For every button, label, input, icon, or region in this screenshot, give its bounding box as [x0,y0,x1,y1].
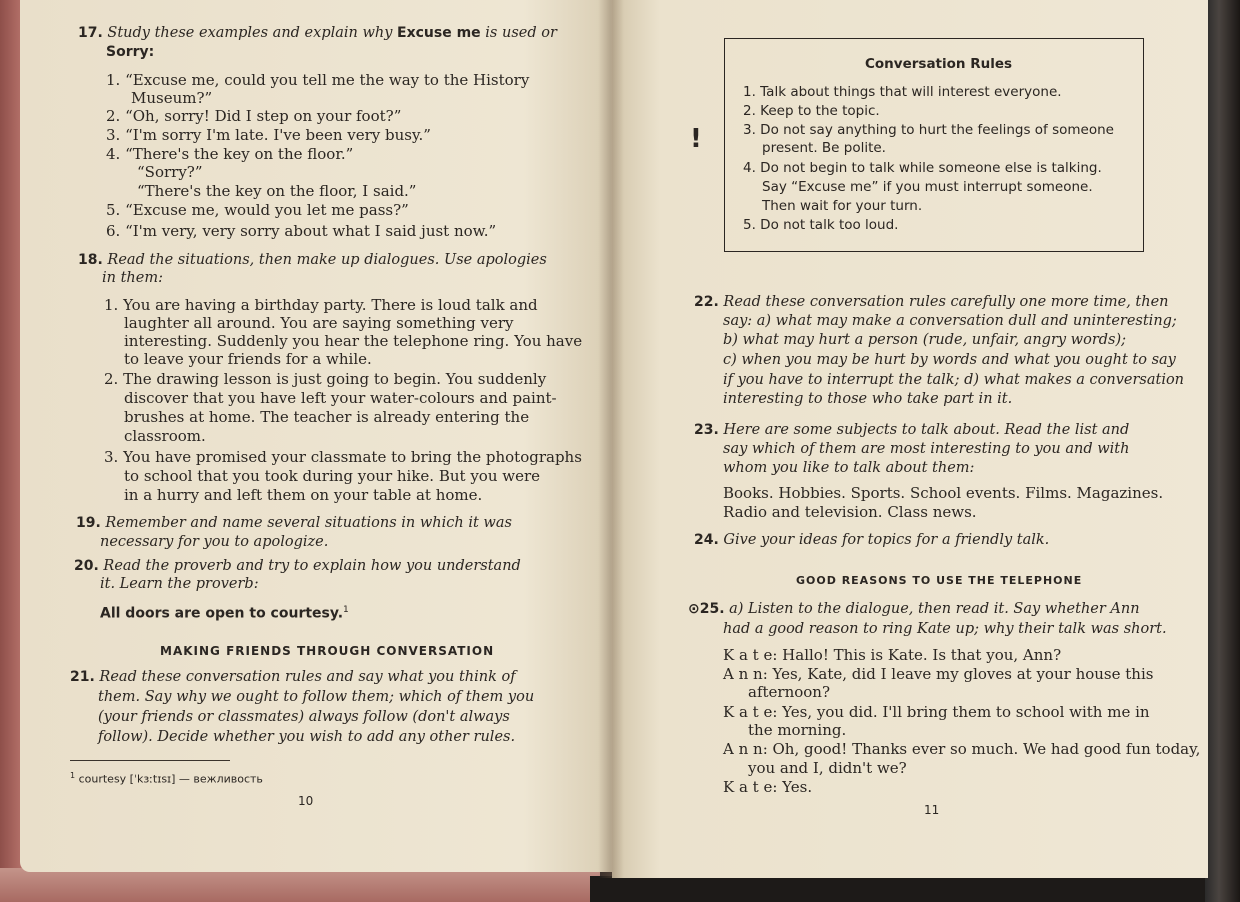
rule-line: 5. Do not talk too loud. [743,217,899,233]
exercise-19-instruction-cont: necessary for you to apologize. [100,534,329,550]
exercise-number: 17. [78,25,103,41]
footnote-mark: 1 [343,605,349,615]
example-line: 5. “Excuse me, would you let me pass?” [106,201,409,219]
exercise-22-line: c) when you may be hurt by words and what you ought to say [723,352,1176,368]
situation-line: classroom. [124,427,206,445]
situation-line: 3. You have promised your classmate to bring the photographs [104,448,582,466]
situation-line: brushes at home. The teacher is already entering the [124,408,530,426]
dialogue-line: the morning. [748,721,847,739]
dialogue-line: A n n: Oh, good! Thanks ever so much. We had good fun today, [723,740,1201,758]
section-heading: GOOD REASONS TO USE THE TELEPHONE [796,574,1083,587]
exercise-number: 22. [694,294,719,310]
dialogue-line: K a t e: Yes, you did. I'll bring them to school with me in [723,703,1150,721]
exercise-20-instruction-cont: it. Learn the proverb: [100,576,259,592]
situation-line: 2. The drawing lesson is just going to begin. You suddenly [104,370,547,388]
exercise-23-line: whom you like to talk about them: [723,460,975,476]
exercise-19-instruction: 19. Remember and name several situations in which it was [76,515,512,531]
example-line: “There's the key on the floor, I said.” [137,182,417,200]
exercise-20-instruction: 20. Read the proverb and try to explain how you understand [74,558,521,574]
exercise-number: 21. [70,669,95,685]
exercise-number: 20. [74,558,99,574]
footnote: $^1$ courtesy [ˈkɜːtɪsɪ] — вежливость [70,771,263,786]
exercise-25-instruction: ⊙25. a) Listen to the dialogue, then read it. Say whether Ann [688,601,1140,617]
book-right-edge [1205,0,1240,902]
exercise-22-line: if you have to interrupt the talk; d) what makes a conversation [723,372,1185,388]
exercise-22-line: b) what may hurt a person (rude, unfair, angry words); [723,332,1127,348]
rule-line: 4. Do not begin to talk while someone else is talking. [743,160,1102,176]
example-line: “Sorry?” [137,163,203,181]
example-line: 2. “Oh, sorry! Did I step on your foot?” [106,107,402,125]
exercise-22-line: say: a) what may make a conversation dull and uninteresting; [723,313,1177,329]
background-shadow [590,876,1240,902]
exercise-number: 24. [694,532,719,548]
rule-line: 3. Do not say anything to hurt the feelings of someone [743,122,1114,138]
situation-line: to leave your friends for a while. [124,350,372,368]
exercise-21-line: them. Say why we ought to follow them; which of them you [98,689,535,705]
exercise-23-instruction: 23. Here are some subjects to talk about. Read the list and [694,422,1130,438]
page-number: 11 [924,803,940,817]
exercise-18-instruction-cont: in them: [102,270,163,286]
exercise-number: 23. [694,422,719,438]
example-line: Museum?” [131,89,213,107]
rule-line: Say “Excuse me” if you must interrupt someone. [762,179,1093,195]
situation-line: 1. You are having a birthday party. There is loud talk and [104,296,538,314]
exercise-21-instruction: 21. Read these conversation rules and say what you think of [70,669,516,685]
exercise-21-line: (your friends or classmates) always follow (don't always [98,709,510,725]
topics-list: Books. Hobbies. Sports. School events. Films. Magazines. [723,484,1164,502]
example-line: 1. “Excuse me, could you tell me the way to the History [106,71,530,89]
exercise-number: 19. [76,515,101,531]
proverb: All doors are open to courtesy.$^1$ [100,605,349,622]
section-heading: MAKING FRIENDS THROUGH CONVERSATION [160,644,495,658]
example-line: 3. “I'm sorry I'm late. I've been very busy.” [106,126,431,144]
rules-box-title: Conversation Rules [865,56,1013,72]
topics-list: Radio and television. Class news. [723,503,977,521]
rule-line: present. Be polite. [762,140,886,156]
situation-line: interesting. Suddenly you hear the telephone ring. You have [124,332,583,350]
exclamation-mark: ! [690,124,702,154]
exercise-25-line: had a good reason to ring Kate up; why their talk was short. [723,621,1167,637]
exercise-17-instruction-cont: Sorry: [106,44,155,60]
exercise-24-instruction: 24. Give your ideas for topics for a friendly talk. [694,532,1050,548]
dialogue-line: K a t e: Yes. [723,778,813,796]
exercise-18-instruction: 18. Read the situations, then make up dialogues. Use apologies [78,252,547,268]
exercise-22-line: interesting to those who take part in it. [723,391,1013,407]
rule-line: 1. Talk about things that will interest everyone. [743,84,1062,100]
situation-line: laughter all around. You are saying something very [124,314,514,332]
footnote-divider [70,760,230,761]
exercise-22-instruction: 22. Read these conversation rules carefully one more time, then [694,294,1169,310]
exercise-number: 18. [78,252,103,268]
dialogue-line: afternoon? [748,683,830,701]
example-line: 6. “I'm very, very sorry about what I said just now.” [106,222,497,240]
audio-exercise-number: ⊙25. [688,601,725,617]
situation-line: to school that you took during your hike. But you were [124,467,541,485]
rule-line: 2. Keep to the topic. [743,103,880,119]
dialogue-line: A n n: Yes, Kate, did I leave my gloves at your house this [723,665,1154,683]
book-cover-bottom [0,868,600,902]
exercise-17-instruction: 17. Study these examples and explain why Excuse me is used or [78,25,557,41]
situation-line: in a hurry and left them on your table at home. [124,486,483,504]
book-gutter [598,0,624,878]
page-number: 10 [298,794,314,808]
situation-line: discover that you have left your water-colours and paint- [124,389,557,407]
rule-line: Then wait for your turn. [762,198,923,214]
exercise-21-line: follow). Decide whether you wish to add any other rules. [98,729,516,745]
exercise-23-line: say which of them are most interesting to you and with [723,441,1130,457]
dialogue-line: K a t e: Hallo! This is Kate. Is that you, Ann? [723,646,1062,664]
dialogue-line: you and I, didn't we? [748,759,907,777]
example-line: 4. “There's the key on the floor.” [106,145,354,163]
